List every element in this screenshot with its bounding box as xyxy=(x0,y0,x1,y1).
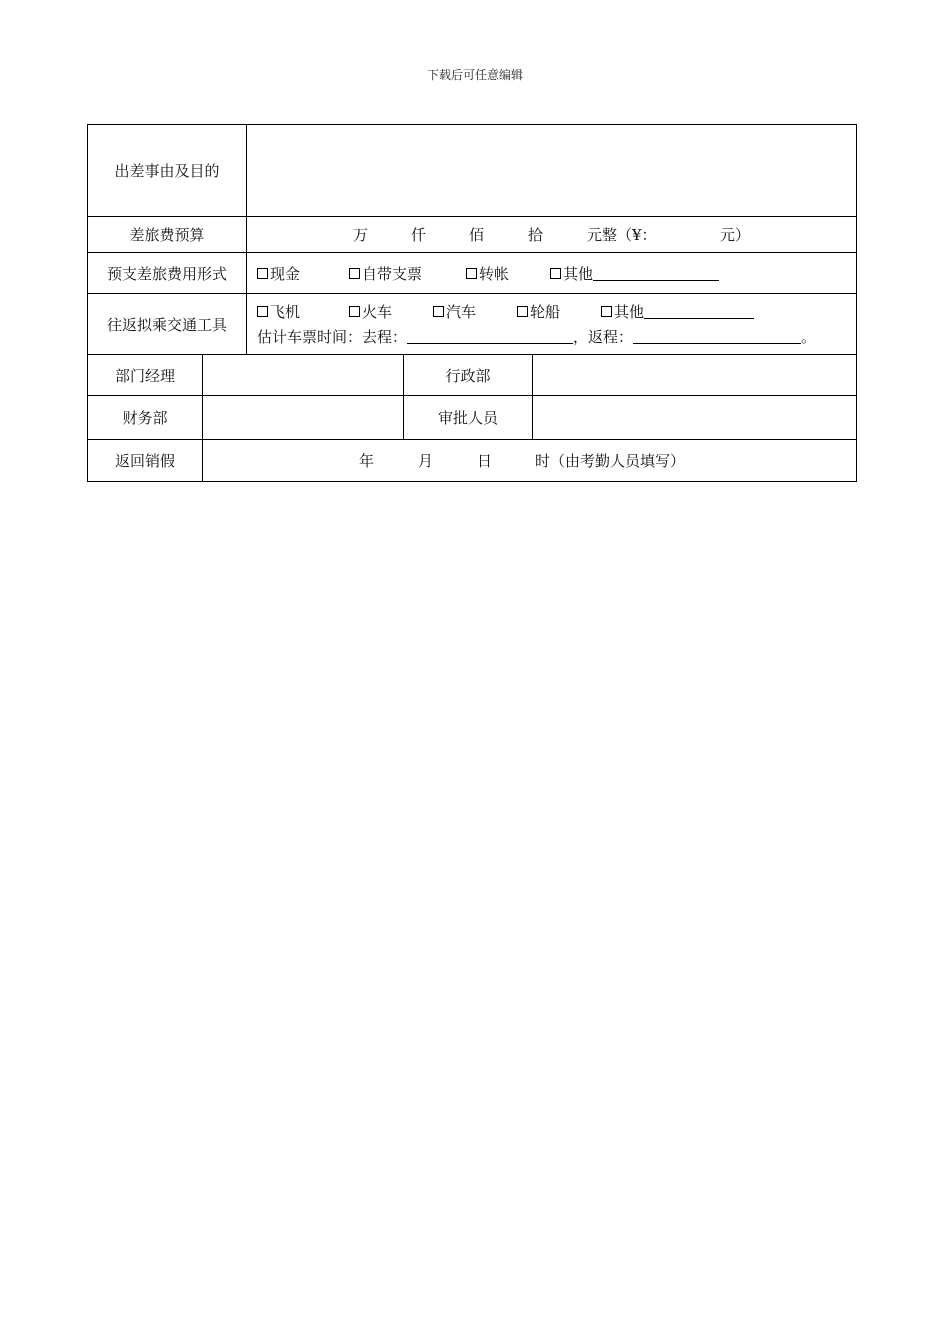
page-header: 下载后可任意编辑 xyxy=(426,68,523,82)
return-date-field[interactable] xyxy=(202,440,857,481)
hour-unit: 时（由考勤人员填写） xyxy=(535,452,686,470)
return-time-input[interactable] xyxy=(633,329,801,344)
option-train[interactable]: 火车 xyxy=(349,301,392,322)
advance-options xyxy=(246,253,857,293)
transport-options xyxy=(246,294,857,354)
advance-row xyxy=(88,253,856,294)
option-other-transport[interactable]: 其他 xyxy=(601,301,754,322)
checkbox-icon[interactable] xyxy=(433,306,444,317)
year-unit: 年 xyxy=(359,452,375,470)
transport-row xyxy=(88,294,856,355)
budget-label: 差旅费预算 xyxy=(129,226,205,244)
dept-manager-input[interactable] xyxy=(202,355,403,395)
checkbox-icon[interactable] xyxy=(349,306,360,317)
admin-dept-label: 行政部 xyxy=(403,355,532,395)
other-input-line[interactable] xyxy=(593,266,719,281)
checkbox-icon[interactable] xyxy=(550,268,561,279)
return-time-label: ，返程： xyxy=(573,327,634,346)
month-unit: 月 xyxy=(418,452,434,470)
checkbox-icon[interactable] xyxy=(601,306,612,317)
travel-request-form xyxy=(87,124,857,482)
option-other[interactable]: 其他 xyxy=(550,263,719,284)
approval-row-2 xyxy=(88,396,856,440)
departure-time-input[interactable] xyxy=(407,329,573,344)
admin-dept-input[interactable] xyxy=(532,355,857,395)
checkbox-icon[interactable] xyxy=(257,306,268,317)
day-unit: 日 xyxy=(477,452,493,470)
unit-yuan-total: 元整（¥： xyxy=(587,226,657,244)
option-car[interactable]: 汽车 xyxy=(433,301,476,322)
return-row xyxy=(88,440,856,481)
budget-row xyxy=(88,217,856,253)
option-plane[interactable]: 飞机 xyxy=(257,301,300,322)
option-cash[interactable]: 现金 xyxy=(257,263,300,284)
unit-qian: 仟 xyxy=(411,226,427,244)
budget-amount-field[interactable] xyxy=(246,217,857,252)
purpose-input[interactable] xyxy=(246,125,857,216)
transport-label: 往返拟乘交通工具 xyxy=(106,315,227,334)
unit-wan: 万 xyxy=(353,226,369,244)
checkbox-icon[interactable] xyxy=(517,306,528,317)
end-mark: 。 xyxy=(801,327,817,346)
dept-manager-label: 部门经理 xyxy=(114,366,175,385)
unit-bai: 佰 xyxy=(469,226,485,244)
checkbox-icon[interactable] xyxy=(257,268,268,279)
option-cheque[interactable]: 自带支票 xyxy=(349,263,422,284)
checkbox-icon[interactable] xyxy=(349,268,360,279)
purpose-label: 出差事由及目的 xyxy=(114,162,220,180)
approver-label: 审批人员 xyxy=(403,396,532,439)
option-ship[interactable]: 轮船 xyxy=(517,301,560,322)
finance-dept-label: 财务部 xyxy=(122,409,168,427)
approver-input[interactable] xyxy=(532,396,857,439)
unit-shi: 拾 xyxy=(528,226,544,244)
purpose-row xyxy=(88,125,856,217)
approval-row-1 xyxy=(88,355,856,396)
ticket-time-label: 估计车票时间：去程： xyxy=(257,327,408,346)
other-transport-input-line[interactable] xyxy=(644,304,754,319)
option-transfer[interactable]: 转帐 xyxy=(466,263,509,284)
checkbox-icon[interactable] xyxy=(466,268,477,279)
finance-dept-input[interactable] xyxy=(202,396,403,439)
unit-yuan-close: 元） xyxy=(720,226,751,244)
advance-label: 预支差旅费用形式 xyxy=(106,264,227,283)
return-label: 返回销假 xyxy=(114,452,175,470)
